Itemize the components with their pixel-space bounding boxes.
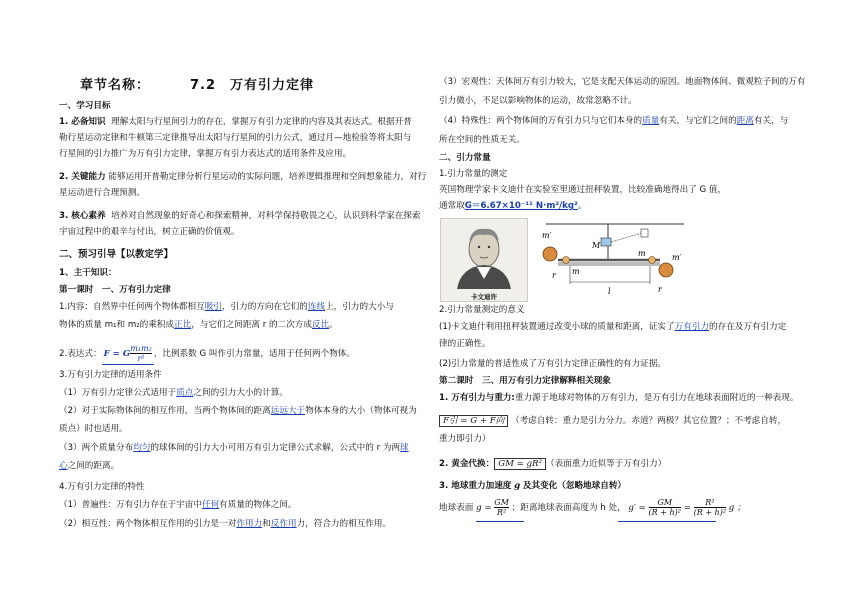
denominator: r² bbox=[137, 354, 145, 363]
text: （4）特殊性：两个物体间的万有引力只与它们本身的 bbox=[439, 116, 643, 126]
property-heading: 4.万有引力定律的特性 bbox=[59, 482, 145, 492]
gravity-vector-formula: F引 = G + F向 bbox=[439, 415, 508, 427]
text: （2）对于实际物体间的相互作用，当两个物体间的距离 bbox=[59, 406, 271, 416]
text: 1.内容：自然界中任何两个物体都相互 bbox=[59, 302, 205, 312]
goal-2-text: 能够运用开普勒定律分析行星运动的实际问题，培养逻辑推理和空间想象能力，对行 bbox=[108, 172, 427, 182]
property-4-line-2: 所在空间的性质无关。 bbox=[439, 135, 525, 145]
section-heading-goals: 一、学习目标 bbox=[59, 101, 111, 111]
denominator: (R + h)² bbox=[693, 508, 727, 517]
numerator: GM bbox=[494, 498, 509, 507]
blank-answer: 质量 bbox=[642, 116, 660, 126]
text: （1）普遍性：万有引力存在于宇宙中 bbox=[59, 500, 202, 510]
point-2-label: 2. 黄金代换： bbox=[439, 459, 495, 469]
symbol-g-prime-eq: g′ = bbox=[628, 503, 646, 513]
blank-answer: 正比 bbox=[174, 320, 192, 330]
point-3 bbox=[439, 481, 626, 492]
property-1 bbox=[59, 500, 297, 511]
portrait-icon bbox=[441, 219, 527, 289]
denominator: (R + h)² bbox=[648, 508, 681, 517]
goal-2-label: 2. 关键能力 bbox=[59, 172, 106, 182]
text: 通常取 bbox=[439, 201, 465, 211]
point-1 bbox=[439, 393, 798, 404]
goal-1 bbox=[59, 117, 412, 128]
constant-value: G＝6.67×10⁻¹¹ N·m²/kg² bbox=[464, 201, 578, 211]
label-m-left: m bbox=[572, 267, 580, 276]
label-r-left: r bbox=[552, 271, 556, 280]
text: 。 bbox=[329, 320, 338, 330]
content-line-1 bbox=[59, 302, 394, 313]
fraction-r2-rh2 bbox=[694, 498, 726, 517]
text: （表面重力近似等于万有引力） bbox=[545, 459, 667, 469]
property-4 bbox=[439, 116, 788, 127]
blank-answer: 反作用 bbox=[270, 519, 297, 529]
underline-g-prime bbox=[618, 521, 716, 522]
condition-3 bbox=[59, 443, 409, 454]
label-m-prime-left: m′ bbox=[542, 231, 552, 240]
text: 之间的引力大小的计算。 bbox=[193, 388, 288, 398]
blank-answer: 作用力 bbox=[236, 519, 263, 529]
text: 2.表达式： bbox=[59, 349, 102, 359]
label-r-right: r bbox=[658, 285, 662, 294]
goal-1-line-3: 行星间的引力推广为万有引力定律，掌握万有引力表达式的适用条件及应用。 bbox=[59, 149, 352, 159]
lesson-1-heading: 第一课时 一、万有引力定律 bbox=[59, 285, 171, 295]
text: 及其变化（忽略地球自转） bbox=[522, 481, 627, 491]
torsion-balance-diagram bbox=[534, 218, 694, 300]
numerator: R² bbox=[694, 498, 726, 508]
goal-1-text: 理解太阳与行星间引力的存在，掌握万有引力定律的内容及其表达式。根据开普 bbox=[111, 117, 412, 127]
label-m-prime-right: m′ bbox=[672, 253, 682, 262]
significance-1-line-2: 律的正确性。 bbox=[439, 339, 491, 349]
section-heading-preview: 二、预习引导【以教定学】 bbox=[59, 249, 174, 260]
blank-answer: 距离 bbox=[736, 116, 754, 126]
measure-heading: 1.引力常量的测定 bbox=[439, 169, 508, 179]
portrait-caption: 卡文迪许 bbox=[471, 293, 497, 301]
chapter-label: 章节名称： bbox=[80, 78, 151, 93]
formula-fraction bbox=[130, 344, 152, 363]
underline-g bbox=[476, 521, 524, 522]
section-heading-constant: 二、引力常量 bbox=[439, 153, 491, 163]
goal-3-label: 3. 核心素养 bbox=[59, 211, 106, 221]
text: g ； bbox=[728, 503, 746, 513]
condition-2 bbox=[59, 406, 417, 417]
symbol-g-eq: g = bbox=[476, 503, 492, 513]
significance-1 bbox=[439, 322, 786, 333]
property-3: （3）宏观性：天体间万有引力较大，它是支配天体运动的原因。地面物体间、微观粒子间的万有 bbox=[439, 77, 806, 87]
label-M: M bbox=[592, 241, 601, 250]
property-2 bbox=[59, 519, 391, 530]
significance-heading: 2.引力常量测定的意义 bbox=[439, 305, 525, 315]
text: 。 bbox=[577, 201, 587, 211]
text: 物体的质量 m₁和 m₂的乘积成 bbox=[59, 320, 175, 330]
equals-sign: = bbox=[683, 503, 691, 513]
text: 物体本身的大小（物体可视为 bbox=[305, 406, 417, 416]
measure-text: 英国物理学家卡文迪什在实验室里通过扭秤装置，比较准确地得出了 G 值， bbox=[439, 185, 727, 195]
text: 地球表面 bbox=[439, 503, 474, 513]
denominator: R² bbox=[496, 508, 507, 517]
point-1-line-3: 重力即引力） bbox=[439, 434, 491, 444]
symbol-g: g bbox=[514, 481, 521, 491]
blank-answer: 球 bbox=[400, 443, 409, 453]
numerator: m₁m₂ bbox=[130, 344, 152, 353]
text: 重力源于地球对物体的万有引力，是万有引力在地球表面附近的一种表现。 bbox=[514, 393, 799, 403]
blank-answer: 远远大于 bbox=[270, 406, 306, 416]
text: （2）相互性：两个物体相互作用的引力是一对 bbox=[59, 519, 237, 529]
expression-line bbox=[59, 344, 355, 365]
text: 有关，与它们之间的 bbox=[659, 116, 737, 126]
blank-answer: 连线 bbox=[307, 302, 326, 312]
condition-2-line-2: 质点）时也适用。 bbox=[59, 424, 128, 434]
fraction-gm-rh2 bbox=[649, 498, 681, 517]
text: 之间的距离。 bbox=[67, 461, 120, 471]
blank-answer: 均匀 bbox=[133, 443, 151, 453]
point-3-label: 3. 地球重力加速度 bbox=[439, 481, 512, 491]
text: 力，符合力的相互作用。 bbox=[296, 519, 392, 529]
numerator: GM bbox=[649, 498, 681, 508]
blank-answer: 万有引力 bbox=[674, 322, 710, 332]
text: 的球体间的引力大小可用万有引力定律公式求解，公式中的 r 为两 bbox=[150, 443, 401, 453]
goal-1-label: 1. 必备知识 bbox=[59, 117, 106, 127]
label-m-right: m bbox=[638, 249, 646, 258]
goal-1-line-2: 勒行星运动定律和牛顿第三定律推导出太阳与行星间的引力公式，通过月—地检验等将太阳与 bbox=[59, 133, 412, 143]
significance-2: (2)引力常量的普适性成了万有引力定律正确性的有力证据。 bbox=[439, 359, 667, 369]
condition-3-line-2 bbox=[59, 461, 119, 472]
blank-answer: 心 bbox=[59, 461, 68, 471]
main-knowledge-label: 1、主干知识： bbox=[59, 268, 117, 278]
golden-substitution-formula: GM = gR² bbox=[494, 458, 546, 470]
text: ，与它们之间距离 r 的二次方成 bbox=[191, 320, 312, 330]
goal-3 bbox=[59, 211, 420, 222]
lesson-2-heading: 第二课时 三、用万有引力定律解释相关现象 bbox=[439, 376, 611, 386]
blank-answer: 吸引 bbox=[204, 302, 222, 312]
point-1-formula-line bbox=[439, 413, 786, 429]
text: 上，引力的大小与 bbox=[325, 302, 394, 312]
property-3-line-2: 引力微小，不足以影响物体的运动，故常忽略不计。 bbox=[439, 96, 637, 106]
blank-answer: 质点 bbox=[176, 388, 194, 398]
text: 的存在及万有引力定 bbox=[709, 322, 787, 332]
constant-value-line bbox=[439, 201, 586, 212]
text: （3）两个质量分布 bbox=[59, 443, 134, 453]
goal-3-text: 培养对自然现象的好奇心和探索精神，对科学保持敬畏之心，认识到科学家在探索 bbox=[111, 211, 421, 221]
fraction-gm-r2 bbox=[494, 498, 509, 517]
label-l: l bbox=[608, 287, 611, 296]
text: ，比例系数 G 叫作引力常量，适用于任何两个物体。 bbox=[153, 349, 355, 359]
text: 和 bbox=[262, 519, 271, 529]
blank-answer: 任何 bbox=[201, 500, 220, 510]
goal-2-line-2: 星运动进行合理预测。 bbox=[59, 188, 145, 198]
goal-3-line-2: 宇宙过程中的艰辛与付出，树立正确的价值观。 bbox=[59, 227, 240, 237]
condition-heading: 3.万有引力定律的适用条件 bbox=[59, 370, 162, 380]
portrait-image bbox=[440, 218, 528, 302]
goal-2 bbox=[59, 172, 426, 183]
formula-lhs: F = G bbox=[103, 349, 131, 359]
chapter-title: 7.2 万有引力定律 bbox=[190, 78, 315, 93]
text: 有质量的物体之间。 bbox=[219, 500, 297, 510]
text: 有关，与 bbox=[753, 116, 789, 126]
text: ，引力的方向在它们的 bbox=[221, 302, 308, 312]
text: （1）万有引力定律公式适用于 bbox=[59, 388, 177, 398]
point-2 bbox=[439, 457, 666, 471]
point-4 bbox=[439, 497, 746, 519]
point-1-label: 1. 万有引力与重力: bbox=[439, 393, 515, 403]
condition-1 bbox=[59, 388, 288, 399]
text: (1)卡文迪什利用扭秤装置通过改变小球的质量和距离，证实了 bbox=[439, 322, 675, 332]
content-line-2 bbox=[59, 320, 338, 331]
text: ；距离地球表面高度为 h 处， bbox=[511, 503, 626, 513]
text: （考虑自转：重力是引力分力。赤道？两极？其它位置？；不考虑自转， bbox=[511, 416, 787, 426]
blank-answer: 反比 bbox=[311, 320, 330, 330]
